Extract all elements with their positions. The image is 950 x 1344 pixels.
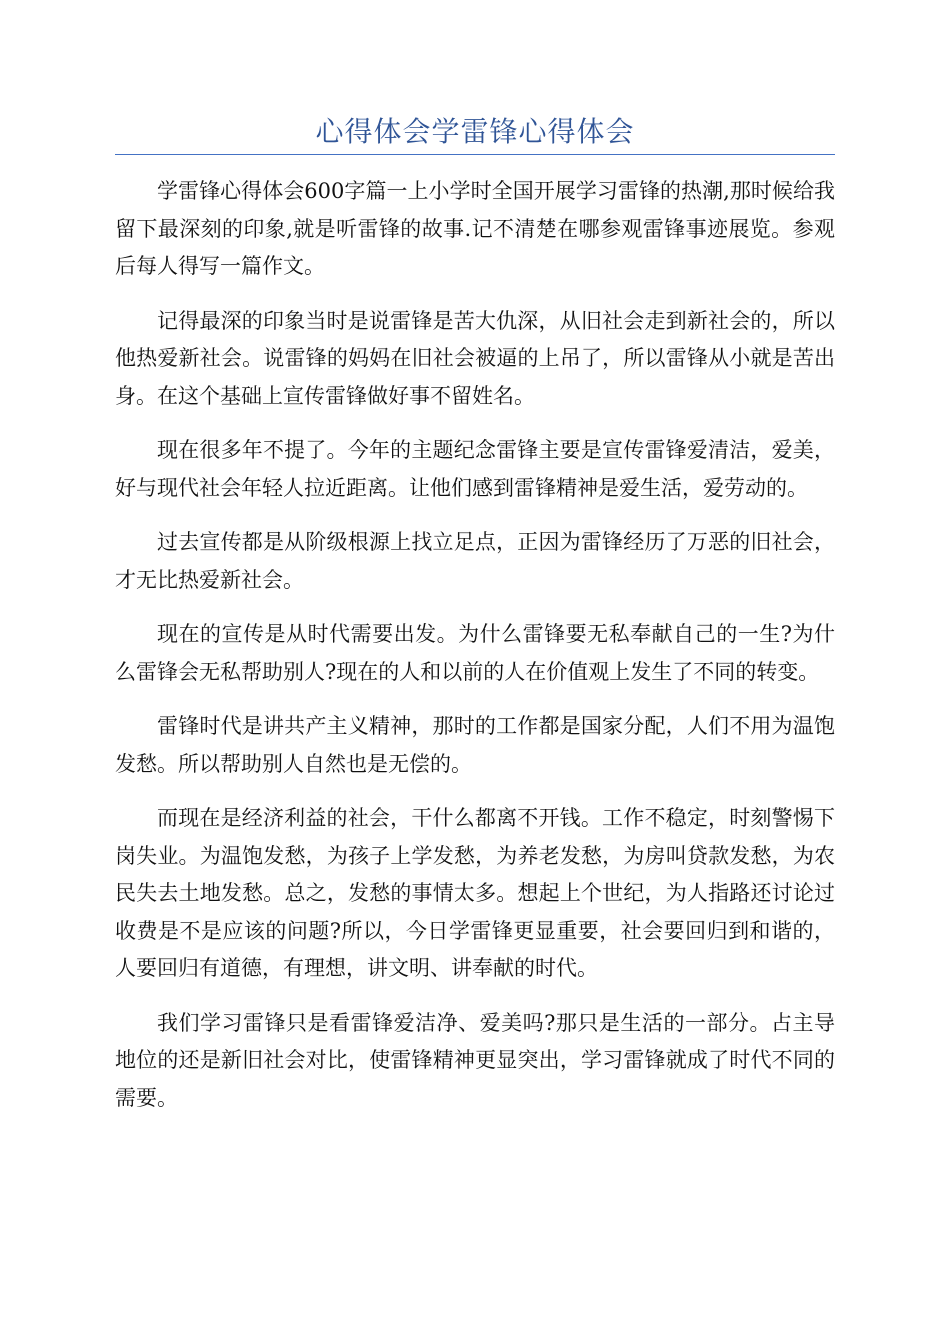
paragraph: 而现在是经济利益的社会，干什么都离不开钱。工作不稳定，时刻警惕下岗失业。为温饱发愁，为孩子上学发愁，为养老发愁，为房叫贷款发愁，为农民失去土地发愁。总之，发愁的事情太多。想起上个世纪，为人指路还讨论过收费是不是应该的问题?所以，今日学雷锋更显重要，社会要回归到和谐的，人要回归有道德，有理想，讲文明、讲奉献的时代。	[115, 806, 835, 980]
paragraph: 现在很多年不提了。今年的主题纪念雷锋主要是宣传雷锋爱清洁，爱美，好与现代社会年轻人拉近距离。让他们感到雷锋精神是爱生活，爱劳动的。	[115, 438, 835, 500]
paragraph: 雷锋时代是讲共产主义精神，那时的工作都是国家分配，人们不用为温饱发愁。所以帮助别人自然也是无偿的。	[115, 714, 835, 776]
paragraph: 学雷锋心得体会600字篇一上小学时全国开展学习雷锋的热潮,那时候给我留下最深刻的印象,就是听雷锋的故事.记不清楚在哪参观雷锋事迹展览。参观后每人得写一篇作文。	[115, 179, 835, 278]
paragraph: 现在的宣传是从时代需要出发。为什么雷锋要无私奉献自己的一生?为什么雷锋会无私帮助别人?现在的人和以前的人在价值观上发生了不同的转变。	[115, 622, 835, 684]
paragraph: 我们学习雷锋只是看雷锋爱洁净、爱美吗?那只是生活的一部分。占主导地位的还是新旧社会对比，使雷锋精神更显突出，学习雷锋就成了时代不同的需要。	[115, 1010, 835, 1110]
title-underline	[115, 154, 835, 155]
document-title: 心得体会学雷锋心得体会	[315, 115, 635, 148]
paragraph: 记得最深的印象当时是说雷锋是苦大仇深，从旧社会走到新社会的，所以他热爱新社会。说雷锋的妈妈在旧社会被逼的上吊了，所以雷锋从小就是苦出身。在这个基础上宣传雷锋做好事不留姓名。	[115, 308, 835, 408]
document-body	[115, 173, 835, 1134]
paragraph: 过去宣传都是从阶级根源上找立足点，正因为雷锋经历了万恶的旧社会，才无比热爱新社会。	[115, 530, 835, 592]
